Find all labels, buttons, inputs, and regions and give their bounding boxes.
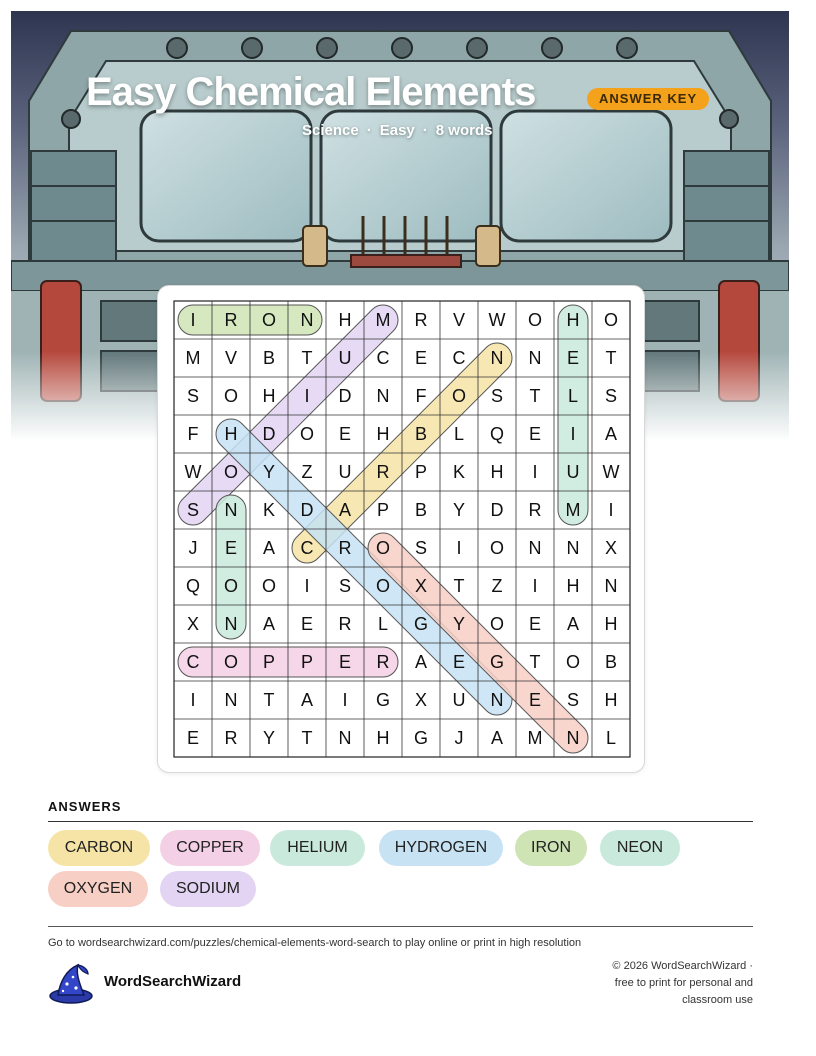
word-search-grid [158,286,644,772]
grid-letter: W [602,462,620,482]
grid-letter: N [300,310,314,330]
grid-letter: T [301,728,313,748]
grid-letter: Z [491,576,503,596]
grid-letter: H [262,386,276,406]
grid-letter: N [566,538,580,558]
grid-letter: T [263,690,275,710]
grid-letter: N [490,348,504,368]
grid-letter: H [338,310,352,330]
grid-letter: T [529,386,541,406]
grid-letter: Y [452,614,466,634]
grid-letter: M [565,500,581,520]
grid-letter: O [527,310,543,330]
answer-pill-carbon: CARBON [48,830,150,866]
grid-letter: G [413,614,429,634]
grid-letter: C [376,348,390,368]
grid-letter: C [300,538,314,558]
grid-letter: O [375,576,391,596]
puzzle-card [157,285,645,773]
answer-pill-hydrogen: HYDROGEN [379,830,503,866]
grid-letter: R [414,310,428,330]
grid-letter: A [566,614,580,634]
grid-letter: I [190,310,196,330]
grid-letter: F [415,386,427,406]
divider [48,926,753,927]
grid-letter: X [414,690,428,710]
brand-name: WordSearchWizard [104,973,242,990]
grid-letter: O [299,424,315,444]
grid-letter: I [342,690,348,710]
grid-letter: M [375,310,391,330]
grid-letter: E [528,614,542,634]
grid-letter: N [224,690,238,710]
answer-key-badge: ANSWER KEY [587,88,709,110]
grid-letter: A [490,728,504,748]
grid-letter: L [453,424,465,444]
grid-letter: U [338,462,352,482]
grid-letter: H [604,690,618,710]
grid-letter: E [186,728,200,748]
copyright-line: © 2026 WordSearchWizard · [612,960,753,972]
grid-letter: O [261,576,277,596]
grid-letter: R [224,310,238,330]
grid-letter: U [452,690,466,710]
grid-letter: N [566,728,580,748]
copyright-line: free to print for personal and [614,977,753,989]
grid-letter: J [454,728,464,748]
grid-letter: I [304,386,310,406]
grid-letter: H [604,614,618,634]
grid-letter: X [414,576,428,596]
word-count-label: 8 words [435,122,493,139]
grid-letter: K [262,500,276,520]
answer-pill-helium: HELIUM [270,830,365,866]
footer-url-text: Go to wordsearchwizard.com/puzzles/chemical-elements-word-search to play online or print in high resolution [48,937,582,949]
grid-letter: R [376,462,390,482]
grid-letter: G [489,652,505,672]
grid-letter: K [452,462,466,482]
grid-letter: G [413,728,429,748]
grid-letter: O [375,538,391,558]
grid-letter: E [338,424,352,444]
grid-letter: H [490,462,504,482]
answers-heading: ANSWERS [48,799,122,814]
grid-letter: S [490,386,504,406]
grid-letter: V [224,348,238,368]
grid-letter: R [338,538,352,558]
grid-letter: O [603,310,619,330]
grid-letter: D [262,424,276,444]
grid-letter: P [262,652,276,672]
grid-letter: V [452,310,466,330]
grid-letter: Z [301,462,313,482]
meta-separator: · [422,122,428,139]
copyright-text [573,958,753,1009]
grid-letter: A [414,652,428,672]
grid-letter: M [185,348,201,368]
grid-letter: E [224,538,238,558]
grid-letter: D [490,500,504,520]
grid-letter: E [528,424,542,444]
grid-letter: M [527,728,543,748]
grid-letter: I [532,462,538,482]
answer-pill-iron: IRON [515,830,587,866]
grid-letter: L [605,728,617,748]
grid-letter: O [489,614,505,634]
grid-letter: I [532,576,538,596]
grid-letter: N [338,728,352,748]
grid-letter: Q [185,576,201,596]
grid-letter: S [604,386,618,406]
grid-letter: C [186,652,200,672]
grid-letter: I [570,424,576,444]
grid-letter: E [452,652,466,672]
grid-letter: L [377,614,389,634]
grid-letter: P [414,462,428,482]
grid-letter: O [489,538,505,558]
grid-letter: R [338,614,352,634]
grid-letter: U [338,348,352,368]
grid-letter: O [223,462,239,482]
grid-letter: L [567,386,579,406]
grid-letter: B [414,424,428,444]
wizard-hat-logo-icon [48,962,94,1004]
difficulty-label: Easy [379,122,415,139]
grid-letter: S [338,576,352,596]
grid-letter: N [490,690,504,710]
meta-separator: · [366,122,372,139]
grid-letter: Y [452,500,466,520]
grid-letter: O [565,652,581,672]
grid-letter: S [186,386,200,406]
answer-pill-neon: NEON [600,830,680,866]
puzzle-meta [302,122,492,139]
grid-letter: N [224,500,238,520]
grid-letter: N [224,614,238,634]
grid-letter: X [604,538,618,558]
grid-letter: E [414,348,428,368]
grid-letter: Y [262,728,276,748]
grid-letter: H [566,310,580,330]
grid-letter: W [488,310,506,330]
grid-letter: Q [489,424,505,444]
grid-letter: R [224,728,238,748]
grid-letter: B [414,500,428,520]
grid-letter: E [528,690,542,710]
copyright-line: classroom use [682,994,753,1006]
grid-letter: H [376,424,390,444]
grid-letter: N [528,348,542,368]
grid-letter: P [300,652,314,672]
grid-letter: B [262,348,276,368]
grid-letter: O [261,310,277,330]
grid-letter: E [338,652,352,672]
grid-letter: N [604,576,618,596]
grid-letter: I [456,538,462,558]
grid-letter: O [223,386,239,406]
grid-letter: T [453,576,465,596]
grid-letter: D [338,386,352,406]
grid-letter: S [186,500,200,520]
grid-letter: A [300,690,314,710]
grid-letter: R [376,652,390,672]
grid-letter: C [452,348,466,368]
grid-letter: F [187,424,199,444]
grid-letter: A [262,538,276,558]
grid-letter: I [608,500,614,520]
grid-letter: H [566,576,580,596]
grid-letter: A [262,614,276,634]
grid-letter: U [566,462,580,482]
grid-letter: A [604,424,618,444]
grid-letter: D [300,500,314,520]
grid-letter: W [184,462,202,482]
answer-pill-sodium: SODIUM [160,871,256,907]
grid-letter: H [376,728,390,748]
grid-letter: I [304,576,310,596]
grid-letter: E [566,348,580,368]
grid-letter: R [528,500,542,520]
answer-pill-oxygen: OXYGEN [48,871,148,907]
grid-letter: N [376,386,390,406]
answer-pill-copper: COPPER [160,830,260,866]
grid-letter: T [529,652,541,672]
grid-letter: O [223,652,239,672]
grid-letter: I [190,690,196,710]
grid-letter: O [223,576,239,596]
grid-letter: T [301,348,313,368]
grid-letter: P [376,500,390,520]
grid-letter: A [338,500,352,520]
grid-letter: N [528,538,542,558]
grid-letter: Y [262,462,276,482]
grid-letter: H [224,424,238,444]
grid-letter: S [414,538,428,558]
divider [48,821,753,822]
grid-letter: E [300,614,314,634]
grid-letter: T [605,348,617,368]
grid-letter: B [604,652,618,672]
grid-letter: G [375,690,391,710]
puzzle-title: Easy Chemical Elements [86,70,536,114]
grid-letter: O [451,386,467,406]
grid-letter: S [566,690,580,710]
grid-letter: X [186,614,200,634]
grid-letter: J [188,538,198,558]
subject-label: Science [302,122,359,139]
